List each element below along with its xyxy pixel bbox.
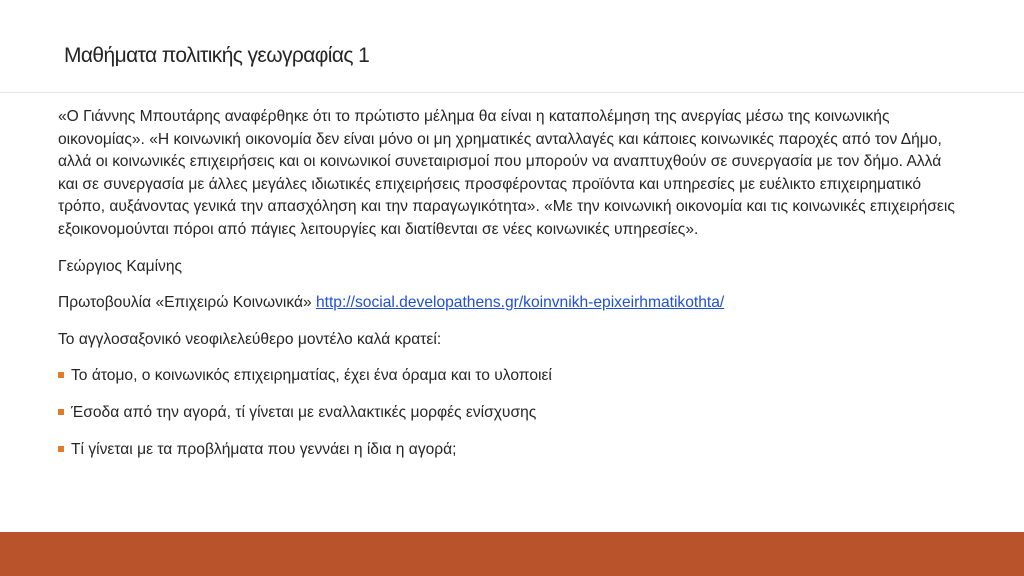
footer-accent-bar (0, 532, 1024, 576)
initiative-paragraph (58, 292, 963, 315)
author-paragraph: Γεώργιος Καμίνης (58, 257, 183, 275)
square-bullet-icon (58, 409, 64, 415)
bullet-item (58, 402, 963, 425)
square-bullet-icon (58, 446, 64, 452)
model-statement: Το αγγλοσαξονικό νεοφιλελεύθερο μοντέλο καλά κρατεί: (58, 330, 442, 348)
title-divider (0, 92, 1024, 93)
bullet-item (58, 365, 963, 388)
bullet-text: Τί γίνεται με τα προβλήματα που γεννάει η ίδια η αγορά; (71, 440, 457, 458)
initiative-link[interactable]: http://social.developathens.gr/koinvnikh-epixeirhmatikothta/ (315, 294, 725, 312)
bullet-text: Έσοδα από την αγορά, τί γίνεται με εναλλακτικές μορφές ενίσχυσης (71, 403, 537, 421)
initiative-prefix: Πρωτοβουλία «Επιχειρώ Κοινωνικά» (58, 294, 316, 312)
bullet-text: Το άτομο, ο κοινωνικός επιχειρηματίας, έχει ένα όραμα και το υλοποιεί (71, 367, 552, 385)
square-bullet-icon (58, 372, 64, 378)
slide-title: Μαθήματα πολιτικής γεωγραφίας 1 (64, 44, 370, 67)
bullet-item (58, 439, 963, 462)
quote-paragraph: «Ο Γιάννης Μπουτάρης αναφέρθηκε ότι το πρώτιστο μέλημα θα είναι η καταπολέμηση της ανεργίας μέσω της κοινωνικής οικονομίας». «Η κοινωνική οικονομία δεν είναι μόνο οι μη χρηματικές ανταλλαγές και κάποιες κοινωνικές παροχές από τον Δήμο, αλλά οι κοινωνικές επιχειρήσεις και οι κοινωνικοί συνεταιρισμοί που μπορούν να αναπτυχθούν σε συνεργασία με τον δήμο. Αλλά και σε συνεργασία με άλλες μεγάλες ιδιωτικές επιχειρήσεις προσφέροντας προϊόντα και υπηρεσίες με ευέλικτο επιχειρηματικό τρόπο, αυξάνοντας γενικά την απασχόληση και την παραγωγικότητα». «Με την κοινωνική οικονομία και τις κοινωνικές επιχειρήσεις εξοικονομούνται πόροι από πάγιες λειτουργίες και διατίθενται σε νέες κοινωνικές υπηρεσίες». (58, 108, 955, 238)
slide-body (58, 106, 963, 475)
